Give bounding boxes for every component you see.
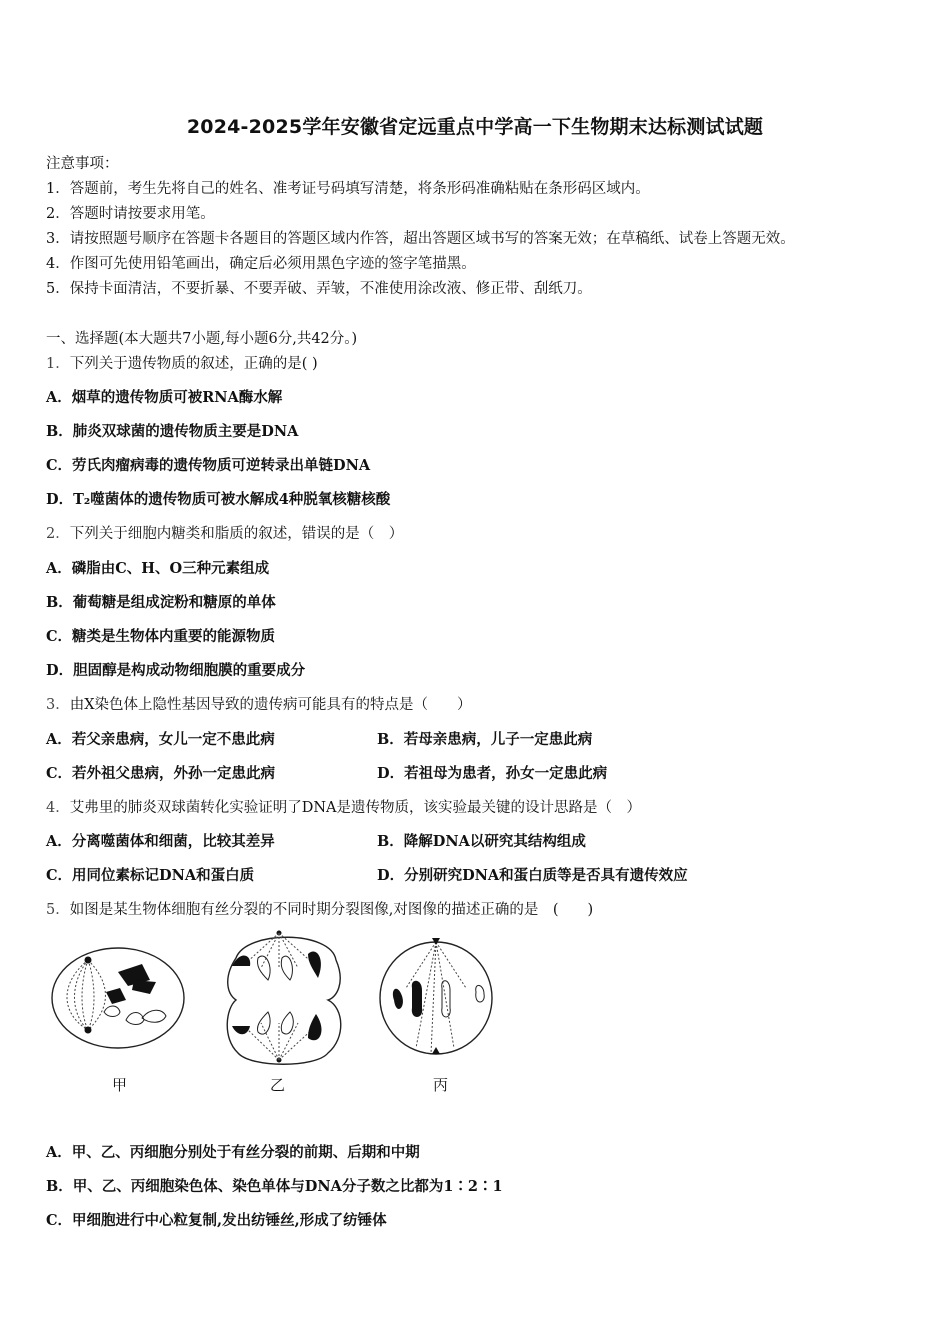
q1-option-c: C．劳氏肉瘤病毒的遗传物质可逆转录出单链DNA — [46, 457, 371, 474]
q2-option-c: C．糖类是生物体内重要的能源物质 — [46, 628, 276, 645]
question-number: 4． — [46, 800, 70, 816]
q5-option-b: B．甲、乙、丙细胞染色体、染色单体与DNA分子数之比都为1∶2∶1 — [46, 1178, 503, 1195]
q4-option-d: D．分别研究DNA和蛋白质等是否具有遗传效应 — [377, 867, 688, 884]
notice-item-5: 5．保持卡面清洁，不要折暴、不要弄破、弄皱，不准使用涂改液、修正带、刮纸刀。 — [46, 281, 592, 297]
question-2 — [46, 522, 403, 543]
notice-item-2: 2．答题时请按要求用笔。 — [46, 206, 215, 222]
q5-option-c: C．甲细胞进行中心粒复制,发出纺锤丝,形成了纺锤体 — [46, 1212, 387, 1229]
cell-bing — [380, 938, 492, 1054]
q2-option-a: A．磷脂由C、H、O三种元素组成 — [46, 560, 270, 577]
q4-option-a: A．分离噬菌体和细菌，比较其差异 — [46, 833, 275, 850]
figure-label-jia: 甲 — [112, 1076, 128, 1094]
q4-option-c: C．用同位素标记DNA和蛋白质 — [46, 867, 255, 884]
section-heading: 一、选择题(本大题共7小题,每小题6分,共42分。) — [46, 331, 358, 347]
q2-option-d: D．胆固醇是构成动物细胞膜的重要成分 — [46, 662, 306, 679]
notice-heading: 注意事项： — [46, 156, 119, 172]
question-stem: 下列关于细胞内糖类和脂质的叙述，错误的是（ ） — [69, 526, 404, 542]
q3-option-d: D．若祖母为患者，孙女一定患此病 — [377, 765, 608, 782]
page-title: 2024-2025学年安徽省定远重点中学高一下生物期末达标测试试题 — [186, 116, 764, 138]
q1-option-b: B．肺炎双球菌的遗传物质主要是DNA — [46, 423, 299, 440]
notice-item-1: 1．答题前，考生先将自己的姓名、准考证号码填写清楚，将条形码准确粘贴在条形码区域内。 — [46, 181, 650, 197]
q4-option-b: B．降解DNA以研究其结构组成 — [377, 833, 586, 850]
figure-label-bing: 丙 — [433, 1076, 449, 1094]
question-stem: 艾弗里的肺炎双球菌转化实验证明了DNA是遗传物质，该实验最关键的设计思路是（ ） — [69, 800, 642, 816]
q1-option-a: A．烟草的遗传物质可被RNA酶水解 — [46, 389, 283, 406]
q5-option-a: A．甲、乙、丙细胞分别处于有丝分裂的前期、后期和中期 — [46, 1144, 420, 1161]
question-stem: 如图是某生物体细胞有丝分裂的不同时期分裂图像,对图像的描述正确的是 ( ) — [69, 902, 594, 918]
cell-yi — [227, 931, 341, 1065]
question-3 — [46, 693, 472, 714]
question-1 — [46, 352, 318, 373]
question-stem: 由X染色体上隐性基因导致的遗传病可能具有的特点是（ ） — [69, 697, 472, 713]
cell-jia — [52, 948, 184, 1048]
question-5 — [46, 898, 593, 919]
q3-option-b: B．若母亲患病，儿子一定患此病 — [377, 731, 593, 748]
question-4 — [46, 796, 641, 817]
question-number: 2． — [46, 526, 70, 542]
q1-option-d: D．T₂噬菌体的遗传物质可被水解成4种脱氧核糖核酸 — [46, 491, 391, 508]
question-number: 5． — [46, 902, 70, 918]
q3-option-c: C．若外祖父患病，外孙一定患此病 — [46, 765, 276, 782]
question-number: 1． — [46, 356, 70, 372]
q3-option-a: A．若父亲患病，女儿一定不患此病 — [46, 731, 275, 748]
question-stem: 下列关于遗传物质的叙述，正确的是( ) — [69, 356, 318, 372]
notice-item-4: 4．作图可先使用铅笔画出，确定后必须用黑色字迹的签字笔描黑。 — [46, 256, 476, 272]
figure-label-yi: 乙 — [270, 1076, 286, 1094]
q2-option-b: B．葡萄糖是组成淀粉和糖原的单体 — [46, 594, 276, 611]
question-number: 3． — [46, 697, 70, 713]
notice-item-3: 3．请按照题号顺序在答题卡各题目的答题区域内作答，超出答题区域书写的答案无效；在草稿纸、试卷上答题无效。 — [46, 231, 795, 247]
